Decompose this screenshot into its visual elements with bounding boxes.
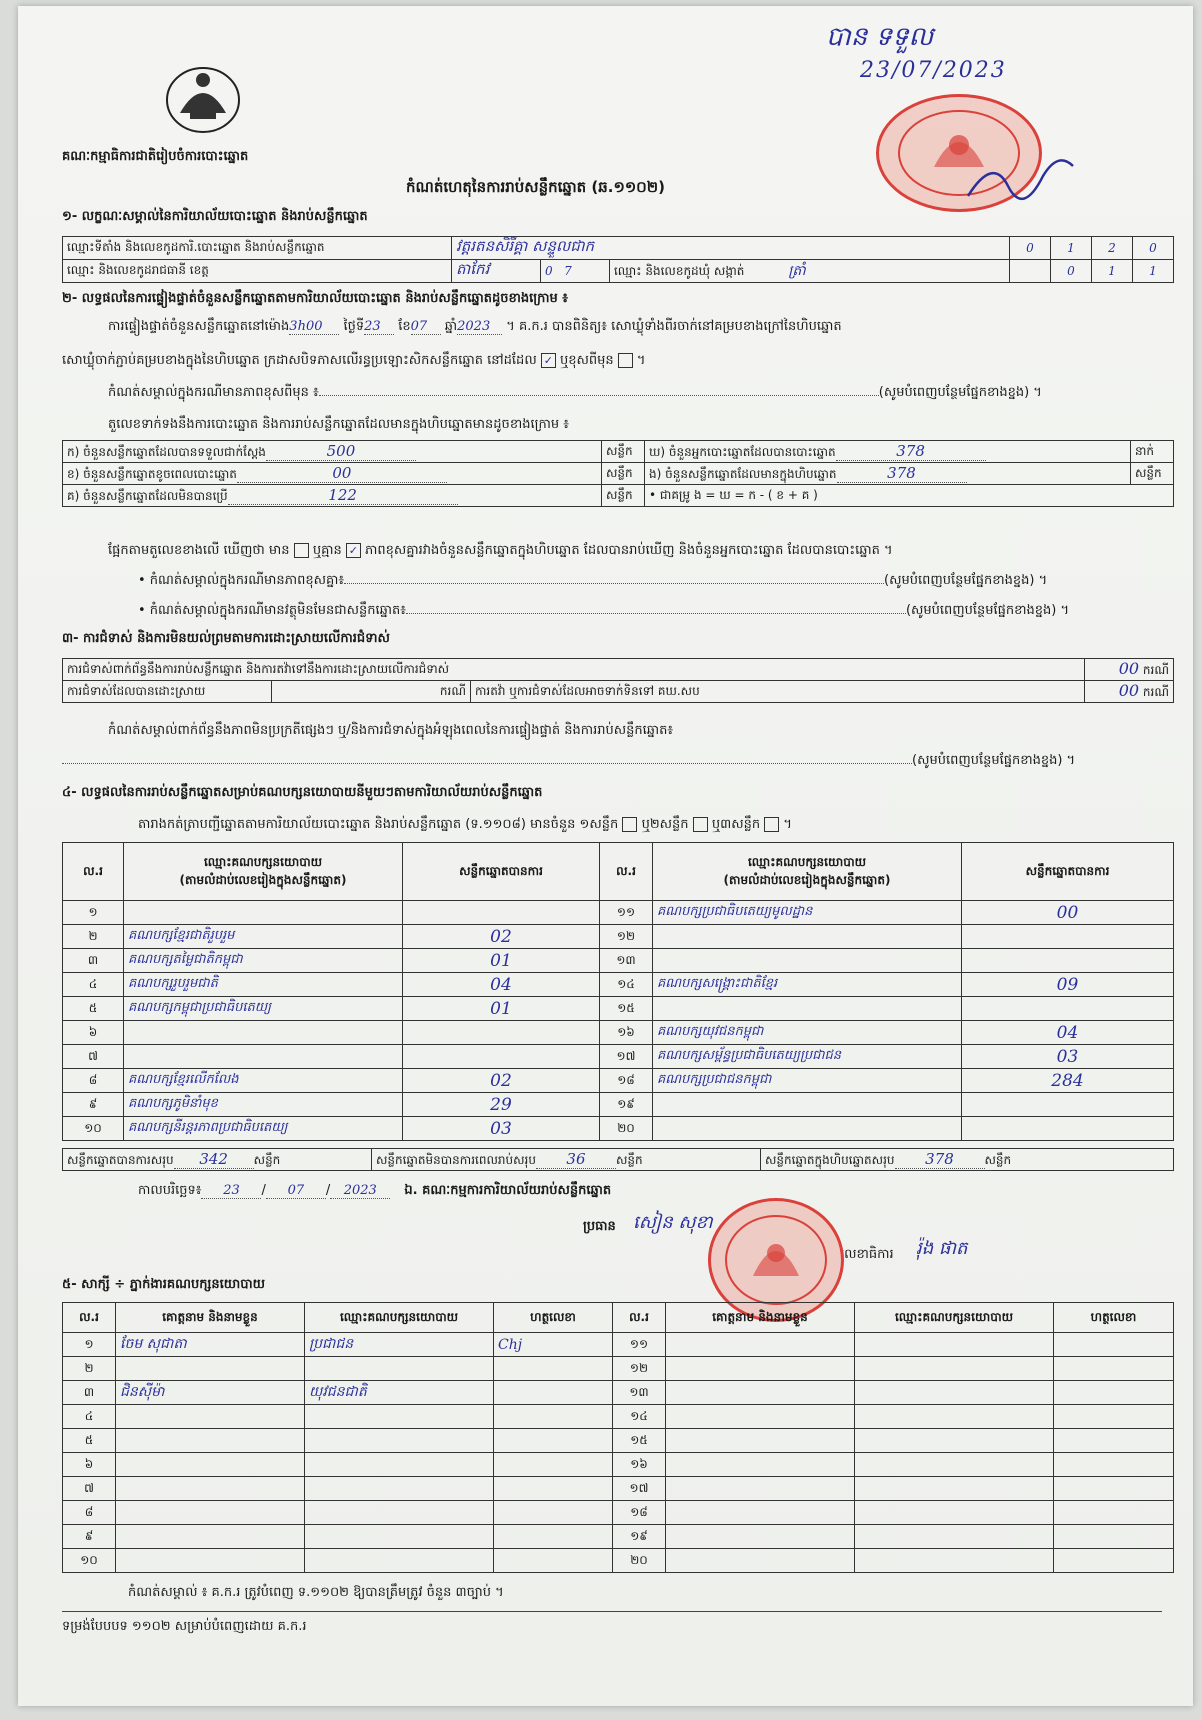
cell-name: ជិនស៊ីម៉ា bbox=[116, 1381, 305, 1405]
code-digit: 0 bbox=[1133, 237, 1174, 260]
cell-votes: 04 bbox=[403, 973, 600, 997]
commune-cell bbox=[610, 260, 1010, 283]
cell-name bbox=[116, 1549, 305, 1573]
section1-table bbox=[62, 236, 1174, 283]
cell-no: ៦ bbox=[63, 1453, 116, 1477]
cell-votes: 01 bbox=[403, 949, 600, 973]
cell-no: ៧ bbox=[63, 1045, 124, 1069]
cell-no: ១ bbox=[63, 1333, 116, 1357]
cell-votes: 00 bbox=[962, 901, 1174, 925]
cell-sign bbox=[1054, 1429, 1174, 1453]
cell-no: ១៧ bbox=[613, 1477, 666, 1501]
location-label: ឈ្មោះទីតាំង និងលេខកូដការិ.បោះឆ្នោត និងរាប់សន្លឹកឆ្នោត bbox=[63, 237, 452, 260]
cell-sign bbox=[494, 1429, 613, 1453]
cell-party: គណបក្សសង្គ្រោះជាតិខ្មែរ bbox=[653, 973, 962, 997]
appeal-label: ការតវ៉ា ឬការជំទាស់ដែលអាចទាក់ទិនទៅ គឃ.សប bbox=[471, 681, 1085, 703]
col-votes: សន្លឹកឆ្នោតបានការ bbox=[403, 843, 600, 901]
cell-no: ១៥ bbox=[613, 1429, 666, 1453]
cell-party: ប្រជាជន bbox=[305, 1333, 494, 1357]
table-row bbox=[63, 1525, 1174, 1549]
section2-note1: កំណត់សម្គាល់ក្នុងករណីមានភាពខុសពីមុន ៖ (សូមបំពេញបន្ថែមផ្នែកខាងខ្នង) ។ bbox=[108, 385, 1042, 400]
cell-sign bbox=[494, 1405, 613, 1429]
cell-party: គណបក្សប្រជាជនកម្ពុជា bbox=[653, 1069, 962, 1093]
total-valid: សន្លឹកឆ្នោតបានការសរុប 342 សន្លឹក bbox=[63, 1149, 372, 1171]
cell-sign bbox=[494, 1525, 613, 1549]
cell-sign bbox=[494, 1549, 613, 1573]
total-box: សន្លឹកឆ្នោតក្នុងហិបឆ្នោតសរុប 378 សន្លឹក bbox=[761, 1149, 1174, 1171]
objections-table bbox=[62, 658, 1174, 703]
cell-party bbox=[653, 925, 962, 949]
cell-no: ២ bbox=[63, 1357, 116, 1381]
cell-name bbox=[116, 1501, 305, 1525]
cell-no: ៥ bbox=[63, 997, 124, 1021]
table-row bbox=[63, 1429, 1174, 1453]
cell-no: ១៩ bbox=[600, 1093, 653, 1117]
cell-party: យុវជនជាតិ bbox=[305, 1381, 494, 1405]
cell-no: ១៨ bbox=[600, 1069, 653, 1093]
cell-no: ២ bbox=[63, 925, 124, 949]
cell-sign bbox=[494, 1381, 613, 1405]
cell-name bbox=[666, 1549, 855, 1573]
section4-sub: តារាងកត់ត្រាបញ្ជីឆ្នោតតាមការិយាល័យបោះឆ្នោត និងរាប់សន្លឹកឆ្នោត (ទ.១១០៨) មានចំនួន ១សន្លឹក ឬ២សន្លឹក ឬ៣សន្លឹក ។ bbox=[138, 817, 792, 832]
figure-kha: ខ) ចំនួនសន្លឹកឆ្នោតខូចពេលបោះឆ្នោត 00 bbox=[63, 463, 602, 485]
cell-sign bbox=[494, 1453, 613, 1477]
table-row bbox=[63, 1333, 1174, 1357]
secretary-label: លេខាធិការ bbox=[840, 1247, 894, 1262]
cell-party bbox=[653, 949, 962, 973]
section2-title: ២- លទ្ធផលនៃការផ្ទៀងផ្ទាត់ចំនួនសន្លឹកឆ្នោតតាមការិយាល័យបោះឆ្នោត និងរាប់សន្លឹកឆ្នោតដូចខាងក្រោម ៖ bbox=[62, 291, 568, 306]
table-row bbox=[63, 997, 1174, 1021]
code-digit: 0 bbox=[1051, 260, 1092, 283]
cell-sign bbox=[1054, 1405, 1174, 1429]
col-party: ឈ្មោះគណបក្សនយោបាយ bbox=[855, 1303, 1054, 1333]
col-sign: ហត្ថលេខា bbox=[1054, 1303, 1174, 1333]
table-row bbox=[63, 1405, 1174, 1429]
col-name: គោត្តនាម និងនាមខ្លួន bbox=[116, 1303, 305, 1333]
compare-line: ផ្អែកតាមតួលេខខាងលើ ឃើញថា មាន ឬគ្មាន ✓ ភាពខុសគ្នារវាងចំនួនសន្លឹកឆ្នោតក្នុងហិបឆ្នោត ដែលបានរាប់ឃើញ និងចំនួនអ្នកបោះឆ្នោត ដែលបានបោះឆ្នោត ។ bbox=[108, 543, 893, 558]
section3-note-line: (សូមបំពេញបន្ថែមផ្នែកខាងខ្នង) ។ bbox=[62, 752, 1172, 771]
figures-table bbox=[62, 440, 1174, 507]
cell-votes bbox=[962, 949, 1174, 973]
table-row bbox=[63, 1093, 1174, 1117]
cell-no: ៤ bbox=[63, 1405, 116, 1429]
cell-party: គណបក្សយុវជនកម្ពុជា bbox=[653, 1021, 962, 1045]
cell-votes: 03 bbox=[962, 1045, 1174, 1069]
table-row bbox=[63, 925, 1174, 949]
cell-no: ១ bbox=[63, 901, 124, 925]
section2-line1: ការផ្ទៀងផ្ទាត់ចំនួនសន្លឹកឆ្នោតនៅម៉ោង3h00 ថ្ងៃទី23 ខែ07 ឆ្នាំ2023 ។ គ.ក.រ បានពិនិត្យ៖ សោឃ្លុំទាំងពីរចាក់នៅគម្របខាងក្រៅនៃហិបឆ្នោត bbox=[108, 319, 842, 334]
cell-party bbox=[305, 1501, 494, 1525]
nec-emblem-icon bbox=[160, 58, 246, 136]
three-sheet-checkbox[interactable] bbox=[764, 817, 779, 832]
secretary-signature: រ៉ុង ផាត bbox=[916, 1238, 968, 1259]
totals-table bbox=[62, 1148, 1174, 1171]
cell-no: ៧ bbox=[63, 1477, 116, 1501]
col-party: ឈ្មោះគណបក្សនយោបាយ bbox=[305, 1303, 494, 1333]
table-row bbox=[63, 1501, 1174, 1525]
cell-name bbox=[666, 1429, 855, 1453]
different-checkbox[interactable] bbox=[618, 353, 633, 368]
col-no: ល.រ bbox=[63, 843, 124, 901]
cell-no: ១៣ bbox=[613, 1381, 666, 1405]
code-digit: 1 bbox=[1133, 260, 1174, 283]
cell-party bbox=[305, 1429, 494, 1453]
witness-table bbox=[62, 1302, 1174, 1573]
results-body bbox=[63, 901, 1174, 1141]
cell-name bbox=[116, 1357, 305, 1381]
code-digit bbox=[1010, 260, 1051, 283]
cell-name bbox=[666, 1381, 855, 1405]
cell-name bbox=[116, 1453, 305, 1477]
cell-no: ៨ bbox=[63, 1501, 116, 1525]
cell-votes: 284 bbox=[962, 1069, 1174, 1093]
cell-sign bbox=[1054, 1501, 1174, 1525]
figure-gha: ឃ) ចំនួនអ្នកបោះឆ្នោតដែលបានបោះឆ្នោត 378 bbox=[645, 441, 1131, 463]
cell-party bbox=[855, 1549, 1054, 1573]
commune-label: ឈ្មោះ និងលេខកូដឃុំ សង្កាត់ bbox=[614, 263, 745, 278]
signature-top-icon bbox=[963, 146, 1083, 216]
section2-note2: • កំណត់សម្គាល់ក្នុងករណីមានភាពខុសគ្នា៖ (សូមបំពេញបន្ថែមផ្នែកខាងខ្នង) ។ bbox=[138, 573, 1048, 588]
org-header: គណៈកម្មាធិការជាតិរៀបចំការបោះឆ្នោត bbox=[62, 149, 249, 164]
cell-votes bbox=[403, 1021, 600, 1045]
cell-no: ២០ bbox=[613, 1549, 666, 1573]
table-row bbox=[63, 1477, 1174, 1501]
cell-name bbox=[116, 1477, 305, 1501]
cell-no: ១៣ bbox=[600, 949, 653, 973]
cell-no: ១៥ bbox=[600, 997, 653, 1021]
col-no: ល.រ bbox=[613, 1303, 666, 1333]
has-diff-checkbox[interactable] bbox=[294, 543, 309, 558]
cell-votes: 01 bbox=[403, 997, 600, 1021]
cell-party: គណបក្សខ្មែរលើកលែង bbox=[124, 1069, 403, 1093]
received-date: 23/07/2023 bbox=[860, 58, 1007, 83]
col-votes: សន្លឹកឆ្នោតបានការ bbox=[962, 843, 1174, 901]
cell-sign bbox=[494, 1477, 613, 1501]
cell-sign bbox=[1054, 1525, 1174, 1549]
date-line: កាលបរិច្ឆេទ៖ 23 / 07 / 2023 ឯ. គណៈកម្មការការិយាល័យរាប់សន្លឹកឆ្នោត bbox=[138, 1183, 612, 1198]
cell-votes bbox=[403, 901, 600, 925]
cell-name bbox=[666, 1477, 855, 1501]
cell-sign bbox=[1054, 1357, 1174, 1381]
cell-no: ២០ bbox=[600, 1117, 653, 1141]
unit: នាក់ bbox=[1131, 441, 1174, 463]
cell-sign: Chj bbox=[494, 1333, 613, 1357]
cell-party bbox=[855, 1333, 1054, 1357]
cell-votes bbox=[962, 925, 1174, 949]
same-checkbox[interactable]: ✓ bbox=[541, 353, 556, 368]
cell-party bbox=[305, 1357, 494, 1381]
cell-party: គណបក្សកម្ពុជាប្រជាធិបតេយ្យ bbox=[124, 997, 403, 1021]
resolved-label: ការជំទាស់ដែលបានដោះស្រាយ bbox=[63, 681, 272, 703]
form-sheet bbox=[18, 6, 1193, 1706]
cell-party bbox=[124, 1021, 403, 1045]
cell-no: ១១ bbox=[613, 1333, 666, 1357]
one-sheet-checkbox[interactable] bbox=[622, 817, 637, 832]
received-note: បាន ទទួល bbox=[826, 22, 934, 52]
cell-party bbox=[855, 1501, 1054, 1525]
cell-party bbox=[124, 901, 403, 925]
cell-party bbox=[653, 1117, 962, 1141]
province-code: 0 7 bbox=[541, 260, 610, 283]
section1-title: ១- លក្ខណៈសម្គាល់នៃការិយាល័យបោះឆ្នោត និងរាប់សន្លឹកឆ្នោត bbox=[62, 209, 368, 224]
cell-no: ៦ bbox=[63, 1021, 124, 1045]
section2-note3: • កំណត់សម្គាល់ក្នុងករណីមានវត្ថុមិនមែនជាសន្លឹកឆ្នោត៖ (សូមបំពេញបន្ថែមផ្នែកខាងខ្នង) ។ bbox=[138, 603, 1070, 618]
cell-votes bbox=[962, 1117, 1174, 1141]
province-label: ឈ្មោះ និងលេខកូដរាជធានី ខេត្ត bbox=[63, 260, 452, 283]
objection-value-cell: 00 ករណី bbox=[1085, 659, 1174, 681]
table-row bbox=[63, 1117, 1174, 1141]
cell-sign bbox=[494, 1357, 613, 1381]
cell-sign bbox=[1054, 1477, 1174, 1501]
cell-name bbox=[116, 1405, 305, 1429]
section3-title: ៣- ការជំទាស់ និងការមិនយល់ព្រមតាមការដោះស្រាយលើការជំទាស់ bbox=[62, 631, 390, 646]
section3-note: កំណត់សម្គាល់ពាក់ព័ន្ធនឹងភាពមិនប្រក្រតីផ្សេងៗ ឬ/និងការជំទាស់ក្នុងអំឡុងពេលនៃការផ្ទៀងផ្ទាត់ និងការរាប់សន្លឹកឆ្នោត៖ bbox=[108, 723, 674, 738]
cell-no: ១២ bbox=[613, 1357, 666, 1381]
cell-party bbox=[305, 1453, 494, 1477]
cell-votes bbox=[962, 1093, 1174, 1117]
unit: សន្លឹក bbox=[1131, 463, 1174, 485]
cell-votes: 02 bbox=[403, 1069, 600, 1093]
two-sheet-checkbox[interactable] bbox=[693, 817, 708, 832]
cell-votes: 03 bbox=[403, 1117, 600, 1141]
figure-ka: ក) ចំនួនសន្លឹកឆ្នោតដែលបានទទួលជាក់ស្តែង 500 bbox=[63, 441, 602, 463]
witness-body bbox=[63, 1333, 1174, 1573]
col-party: ឈ្មោះគណបក្សនយោបាយ (តាមលំដាប់លេខរៀងក្នុងសន្លឹកឆ្នោត) bbox=[124, 843, 403, 901]
cell-party bbox=[305, 1405, 494, 1429]
location-value: វត្តរតនសិរីគ្គា សន្ទួលជាក bbox=[452, 237, 1010, 260]
cell-sign bbox=[494, 1501, 613, 1525]
table-row bbox=[63, 1357, 1174, 1381]
cell-no: ៥ bbox=[63, 1429, 116, 1453]
cell-no: ១៦ bbox=[613, 1453, 666, 1477]
cell-name bbox=[666, 1453, 855, 1477]
table-row bbox=[63, 1045, 1174, 1069]
cell-no: ១៨ bbox=[613, 1501, 666, 1525]
cell-name bbox=[116, 1525, 305, 1549]
cell-party: គណបក្សនីរន្តរភាពប្រជាធិបតេយ្យ bbox=[124, 1117, 403, 1141]
cell-name bbox=[666, 1501, 855, 1525]
cell-no: ១៩ bbox=[613, 1525, 666, 1549]
section4-title: ៤- លទ្ធផលនៃការរាប់សន្លឹកឆ្នោតសម្រាប់គណបក្សនយោបាយនីមួយៗតាមការិយាល័យរាប់សន្លឹកឆ្នោត bbox=[62, 785, 543, 800]
chair-signature: សៀន សុខា bbox=[633, 1212, 713, 1233]
cell-party bbox=[305, 1549, 494, 1573]
cell-no: ១២ bbox=[600, 925, 653, 949]
cell-name bbox=[666, 1405, 855, 1429]
cell-no: ១៤ bbox=[600, 973, 653, 997]
cell-party bbox=[305, 1525, 494, 1549]
cell-name bbox=[116, 1429, 305, 1453]
col-no: ល.រ bbox=[63, 1303, 116, 1333]
unit: សន្លឹក bbox=[602, 441, 645, 463]
cell-party bbox=[855, 1405, 1054, 1429]
cell-party: គណបក្សតម្លៃជាតិកម្ពុជា bbox=[124, 949, 403, 973]
unit: សន្លឹក bbox=[602, 463, 645, 485]
section5-title: ៥- សាក្សី ÷ ភ្នាក់ងារគណបក្សនយោបាយ bbox=[62, 1277, 265, 1292]
code-digit: 1 bbox=[1051, 237, 1092, 260]
col-party: ឈ្មោះគណបក្សនយោបាយ (តាមលំដាប់លេខរៀងក្នុងសន្លឹកឆ្នោត) bbox=[653, 843, 962, 901]
commune-value: ត្រាំ bbox=[788, 262, 806, 279]
cell-name bbox=[666, 1357, 855, 1381]
cell-no: ១៧ bbox=[600, 1045, 653, 1069]
cell-name bbox=[666, 1333, 855, 1357]
cell-party bbox=[124, 1045, 403, 1069]
table-row bbox=[63, 949, 1174, 973]
cell-party bbox=[653, 997, 962, 1021]
cell-sign bbox=[1054, 1333, 1174, 1357]
doc-title: កំណត់ហេតុនៃការរាប់សន្លឹកឆ្នោត (ឆ.១១០២) bbox=[406, 178, 666, 196]
col-name: គោត្តនាម និងនាមខ្លួន bbox=[666, 1303, 855, 1333]
footer-divider bbox=[62, 1611, 1162, 1612]
table-row bbox=[63, 1069, 1174, 1093]
cell-votes: 02 bbox=[403, 925, 600, 949]
province-value: តាកែវ bbox=[452, 260, 541, 283]
section2-line2: សោឃ្លុំចាក់ភ្ជាប់គម្របខាងក្នុងនៃហិបឆ្នោត ក្រដាសបិទភាសលើរន្ធប្រឡោះសិកសន្លឹកឆ្នោត នៅដដែល ✓ ឬខុសពីមុន ។ bbox=[62, 353, 646, 368]
cell-party bbox=[855, 1453, 1054, 1477]
code-digit: 1 bbox=[1092, 260, 1133, 283]
table-row bbox=[63, 901, 1174, 925]
objection-label: ការជំទាស់ពាក់ព័ន្ធនឹងការរាប់សន្លឹកឆ្នោត និងការតវ៉ាទៅនឹងការដោះស្រាយលើការជំទាស់ bbox=[63, 659, 1085, 681]
cell-party: គណបក្សរួបរួមជាតិ bbox=[124, 973, 403, 997]
cell-name: ចែម សុជាតា bbox=[116, 1333, 305, 1357]
cell-votes: 29 bbox=[403, 1093, 600, 1117]
code-digit: 2 bbox=[1092, 237, 1133, 260]
cell-votes: 04 bbox=[962, 1021, 1174, 1045]
cell-name bbox=[666, 1525, 855, 1549]
cell-party bbox=[305, 1477, 494, 1501]
cell-no: ១៤ bbox=[613, 1405, 666, 1429]
cell-party bbox=[855, 1381, 1054, 1405]
chair-label: ប្រធាន bbox=[583, 1219, 616, 1234]
cell-no: ១០ bbox=[63, 1117, 124, 1141]
unit: សន្លឹក bbox=[602, 485, 645, 507]
no-diff-checkbox[interactable]: ✓ bbox=[346, 543, 361, 558]
cell-votes: 09 bbox=[962, 973, 1174, 997]
section5-footnote: កំណត់សម្គាល់ ៖ គ.ក.រ ត្រូវបំពេញ ទ.១១០២ ឱ្យបានត្រឹមត្រូវ ចំនួន ៣ច្បាប់ ។ bbox=[128, 1585, 504, 1600]
cell-no: ៩ bbox=[63, 1093, 124, 1117]
table-row bbox=[63, 1381, 1174, 1405]
cell-sign bbox=[1054, 1453, 1174, 1477]
cell-party bbox=[855, 1477, 1054, 1501]
cell-party bbox=[855, 1525, 1054, 1549]
cell-party: គណបក្សសម្ព័ន្ធប្រជាធិបតេយ្យប្រជាជន bbox=[653, 1045, 962, 1069]
cell-party: គណបក្សខ្មែរជាតិរួបរួម bbox=[124, 925, 403, 949]
cell-party bbox=[855, 1357, 1054, 1381]
cell-no: ៩ bbox=[63, 1525, 116, 1549]
cell-no: ១៦ bbox=[600, 1021, 653, 1045]
code-digit: 0 bbox=[1010, 237, 1051, 260]
cell-party: គណបក្សប្រជាធិបតេយ្យមូលដ្ឋាន bbox=[653, 901, 962, 925]
cell-no: ៨ bbox=[63, 1069, 124, 1093]
cell-no: ៤ bbox=[63, 973, 124, 997]
cell-sign bbox=[1054, 1549, 1174, 1573]
table-row bbox=[63, 973, 1174, 997]
table-row bbox=[63, 1549, 1174, 1573]
cell-no: ៣ bbox=[63, 1381, 116, 1405]
cell-party: គណបក្សភូមិនាំមុខ bbox=[124, 1093, 403, 1117]
cell-party bbox=[855, 1429, 1054, 1453]
cell-party bbox=[653, 1093, 962, 1117]
total-invalid: សន្លឹកឆ្នោតមិនបានការពេលរាប់សរុប 36 សន្លឹក bbox=[372, 1149, 761, 1171]
resolved-unit: ករណី bbox=[272, 681, 471, 703]
col-sign: ហត្ថលេខា bbox=[494, 1303, 613, 1333]
cell-no: ១០ bbox=[63, 1549, 116, 1573]
table-row bbox=[63, 1021, 1174, 1045]
cell-sign bbox=[1054, 1381, 1174, 1405]
table-row bbox=[63, 1453, 1174, 1477]
appeal-value-cell: 00 ករណី bbox=[1085, 681, 1174, 703]
figure-nga: ង) ចំនួនសន្លឹកឆ្នោតដែលមានក្នុងហិបឆ្នោត 378 bbox=[645, 463, 1131, 485]
col-no: ល.រ bbox=[600, 843, 653, 901]
results-table bbox=[62, 842, 1174, 1141]
cell-votes bbox=[962, 997, 1174, 1021]
formula: • ជាគម្រូ ង = ឃ = ក - ( ខ + គ ) bbox=[645, 485, 1174, 507]
cell-no: ១១ bbox=[600, 901, 653, 925]
section2-intro: តួលេខទាក់ទងនឹងការបោះឆ្នោត និងការរាប់សន្លឹកឆ្នោតដែលមានក្នុងហិបឆ្នោតមានដូចខាងក្រោម ៖ bbox=[108, 417, 569, 432]
figure-ko: គ) ចំនួនសន្លឹកឆ្នោតដែលមិនបានប្រើ 122 bbox=[63, 485, 602, 507]
cell-votes bbox=[403, 1045, 600, 1069]
cell-no: ៣ bbox=[63, 949, 124, 973]
footer-text: ទម្រង់បែបបទ ១១០២ សម្រាប់បំពេញដោយ គ.ក.រ bbox=[62, 1619, 307, 1634]
